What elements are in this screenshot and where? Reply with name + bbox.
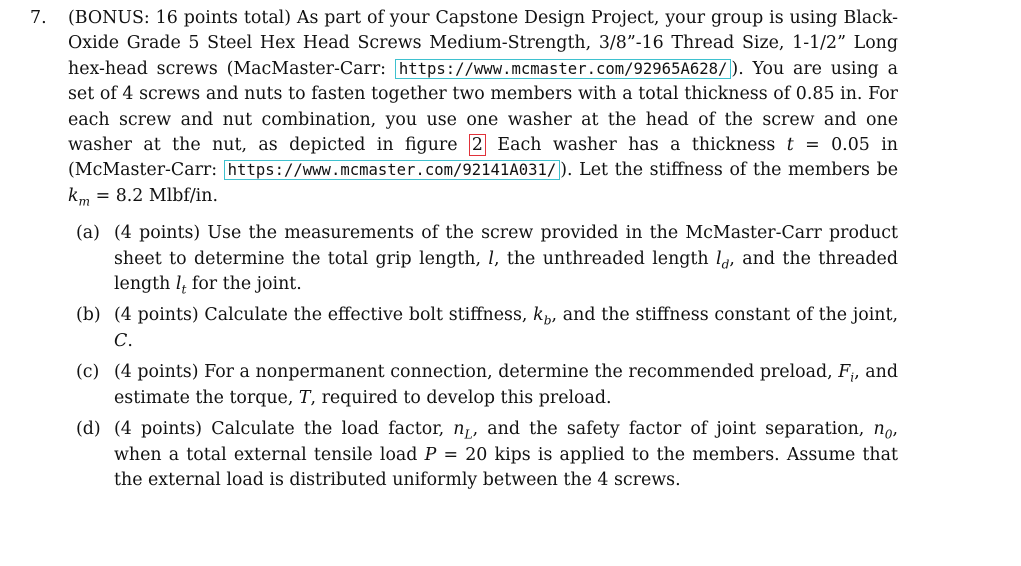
- member-stiffness-subscript: m: [78, 194, 91, 209]
- part-text: for the joint.: [186, 274, 302, 295]
- separation-factor-subscript: 0: [884, 427, 893, 442]
- part-text: .: [127, 330, 133, 351]
- part-d: [68, 417, 898, 493]
- part-b: [68, 303, 898, 354]
- statement-text: = 0.05 in (McMaster-Carr:: [68, 135, 899, 181]
- problem-7: [30, 6, 898, 499]
- threaded-length-subscript: t: [181, 282, 187, 297]
- part-text: , and the threaded length: [114, 248, 898, 295]
- torque-symbol: T: [298, 387, 311, 408]
- part-text: , required to develop this preload.: [310, 387, 612, 408]
- part-label: (c): [76, 362, 100, 383]
- statement-text: ). Let the stiffness of the members be: [560, 160, 898, 181]
- problem-statement: [68, 6, 898, 209]
- statement-text: = 8.2 Mlbf/in.: [90, 185, 218, 206]
- problem-number: 7.: [30, 8, 47, 28]
- part-text: (4 points) Calculate the load factor,: [114, 419, 454, 440]
- part-c: [68, 360, 898, 411]
- external-load-symbol: P: [424, 444, 437, 465]
- unthreaded-length-symbol: l: [716, 248, 722, 269]
- figure-reference-link[interactable]: 2: [469, 134, 486, 156]
- part-text: (4 points) For a nonpermanent connection, determine the recommended preload,: [114, 362, 839, 383]
- mcmaster-washer-link[interactable]: https://www.mcmaster.com/92141A031/: [224, 160, 561, 180]
- part-label: (a): [76, 223, 100, 244]
- threaded-length-symbol: l: [175, 274, 182, 295]
- statement-text: ). You are using a set of 4 screws and nuts to fasten together two members with a total thickness of 0.85 in. For each screw and nut combination, you use one washer at the head of the screw and one washer at the nut, as depicted in figure: [68, 58, 898, 156]
- grip-length-symbol: l: [488, 248, 494, 269]
- separation-factor-symbol: n: [873, 419, 885, 440]
- statement-text: Each washer has a thickness: [486, 135, 787, 156]
- part-text: , the unthreaded length: [493, 248, 717, 269]
- part-text: (4 points) Calculate the effective bolt stiffness,: [114, 305, 534, 326]
- load-factor-symbol: n: [453, 419, 465, 440]
- part-text: , and the safety factor of joint separation,: [472, 419, 874, 440]
- member-stiffness-symbol: k: [68, 185, 79, 206]
- part-text: = 20 kips is applied to the members. Assume that the external load is distributed uniformly between the 4 screws.: [114, 444, 898, 490]
- preload-symbol: F: [838, 362, 851, 383]
- stiffness-constant-symbol: C: [114, 330, 128, 351]
- statement-text: (BONUS: 16 points total) As part of your Capstone Design Project, your group is using Black-Oxide Grade 5 Steel Hex Head Screws Medium-Strength, 3/8”-16 Thread Size, 1-1/2” Long hex-head screws (MacMaster-Carr:: [68, 8, 898, 79]
- part-text: , when a total external tensile load: [114, 419, 898, 465]
- bolt-stiffness-subscript: b: [543, 313, 552, 328]
- part-text: , and the stiffness constant of the joint,: [551, 305, 898, 326]
- part-text: , and estimate the torque,: [114, 362, 898, 408]
- part-a: [68, 221, 898, 297]
- bolt-stiffness-symbol: k: [533, 305, 544, 326]
- washer-thickness-symbol: t: [786, 135, 794, 156]
- part-label: (b): [76, 305, 101, 326]
- part-text: (4 points) Use the measurements of the screw provided in the McMaster-Carr product sheet to determine the total grip length,: [114, 223, 898, 269]
- unthreaded-length-subscript: d: [721, 257, 730, 272]
- mcmaster-screw-link[interactable]: https://www.mcmaster.com/92965A628/: [395, 59, 732, 79]
- sub-questions: [68, 221, 898, 493]
- part-label: (d): [76, 419, 101, 440]
- preload-subscript: i: [850, 370, 855, 385]
- load-factor-subscript: L: [464, 427, 473, 442]
